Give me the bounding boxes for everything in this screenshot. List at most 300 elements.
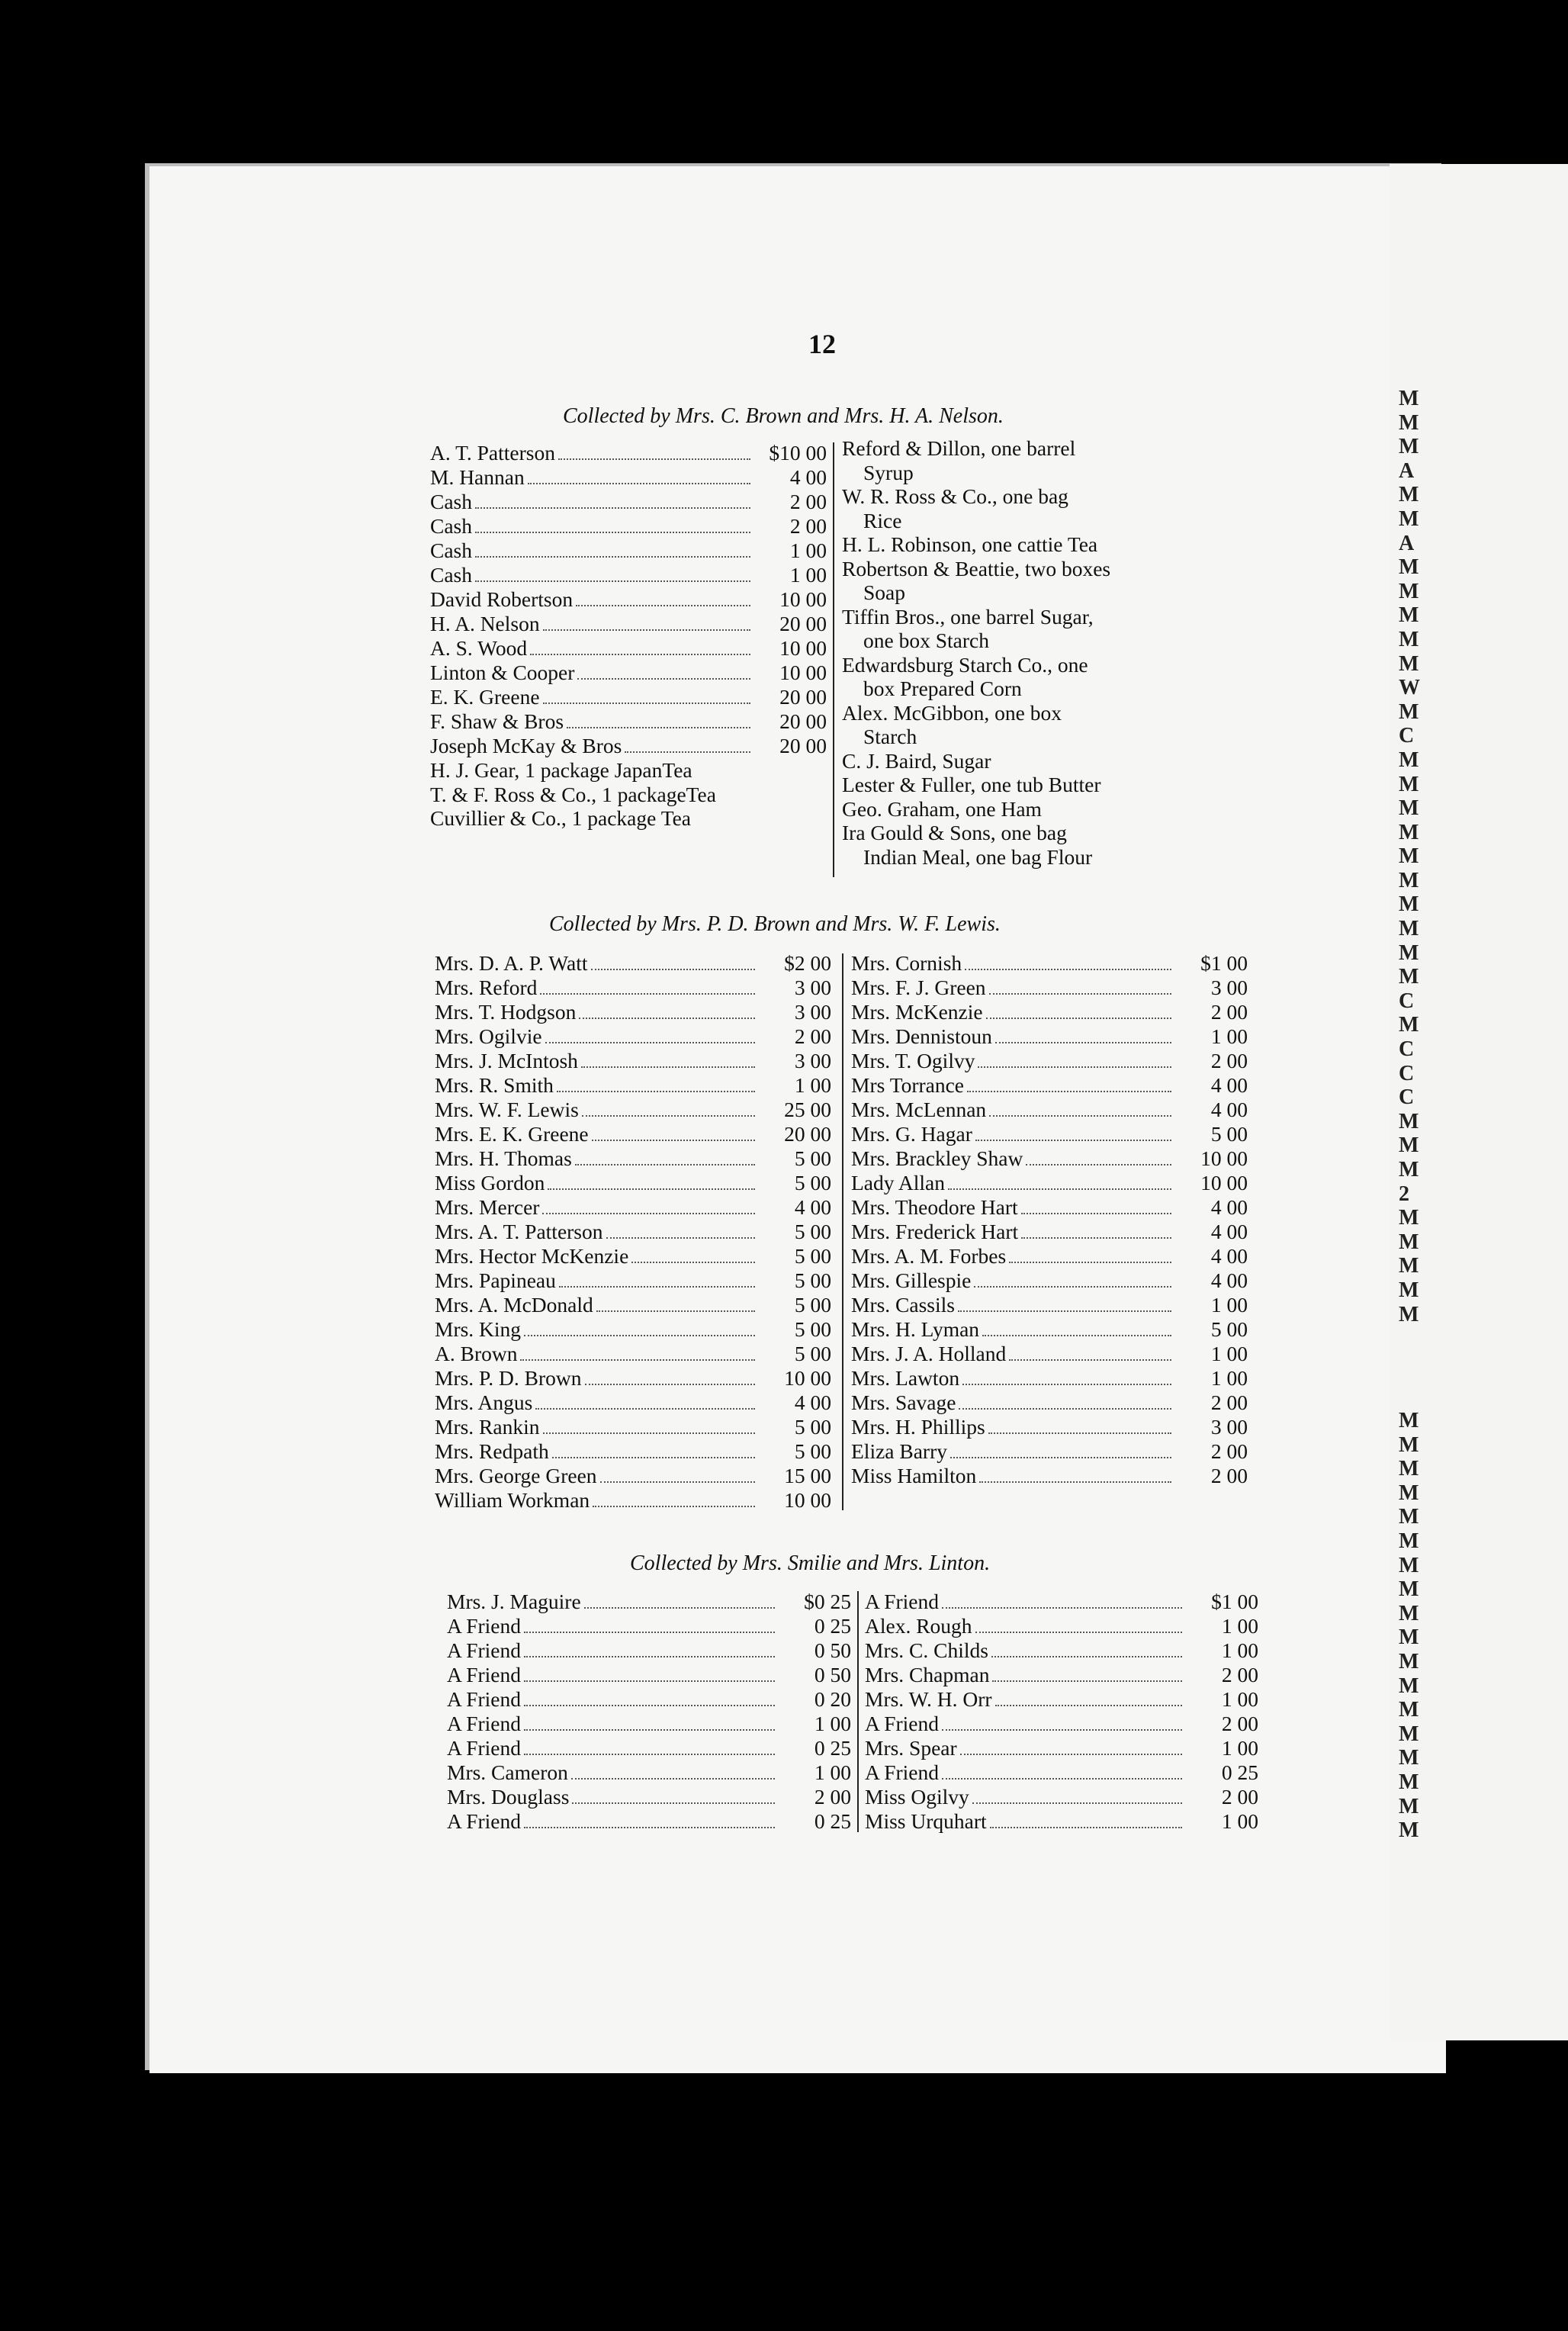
ledger-row <box>851 1317 1248 1342</box>
leader-dots <box>524 1754 775 1755</box>
ledger-row <box>430 465 827 490</box>
donor-name: A Friend <box>447 1687 522 1711</box>
ledger-row <box>865 1687 1258 1712</box>
ledger-row <box>430 709 827 734</box>
section-1-left-column <box>430 441 827 831</box>
donor-name: Mrs. A. T. Patterson <box>435 1220 603 1243</box>
adjacent-letter: C <box>1399 989 1415 1013</box>
donor-name: A Friend <box>447 1614 522 1638</box>
donation-amount: 5 00 <box>794 1220 831 1243</box>
donation-amount: 4 00 <box>1210 1098 1248 1121</box>
adjacent-letter: M <box>1399 1254 1419 1278</box>
donation-amount: 1 00 <box>789 563 827 587</box>
adjacent-letter: M <box>1399 1577 1419 1602</box>
donor-name: Mrs. P. D. Brown <box>435 1366 582 1390</box>
leader-dots <box>548 1188 755 1190</box>
leader-dots <box>942 1607 1182 1609</box>
leader-dots <box>584 1607 775 1609</box>
leader-dots <box>475 556 750 558</box>
donor-name: Eliza Barry <box>851 1439 947 1463</box>
ledger-row <box>851 1024 1248 1049</box>
donor-name: Linton & Cooper <box>430 661 575 684</box>
adjacent-letter: C <box>1399 1037 1415 1062</box>
adjacent-letter: W <box>1399 676 1420 700</box>
donor-name: Mrs. Cornish <box>851 951 962 975</box>
adjacent-letter: M <box>1399 1601 1419 1625</box>
ledger-row <box>430 490 827 514</box>
leader-dots <box>524 1729 775 1731</box>
goods-line: Reford & Dillon, one barrel <box>842 436 1076 460</box>
leader-dots <box>967 1091 1171 1092</box>
ledger-row <box>851 1049 1248 1073</box>
donation-amount: 2 00 <box>1210 1049 1248 1072</box>
donation-amount: 1 00 <box>1210 1342 1248 1365</box>
leader-dots <box>582 1115 755 1117</box>
adjacent-letter: M <box>1399 1432 1419 1457</box>
leader-dots <box>530 654 750 655</box>
donor-name: Mrs. Hector McKenzie <box>435 1244 629 1268</box>
ledger-row <box>865 1760 1258 1785</box>
goods-line-continued: Starch <box>863 725 917 748</box>
adjacent-letter: M <box>1399 1770 1419 1794</box>
adjacent-letter: C <box>1399 1061 1415 1085</box>
leader-dots <box>543 629 750 631</box>
adjacent-letter: M <box>1399 868 1419 892</box>
goods-donation <box>842 797 1174 821</box>
adjacent-letter: M <box>1399 965 1419 989</box>
donor-name: Mrs. H. Phillips <box>851 1415 985 1439</box>
donor-name: A Friend <box>447 1712 522 1735</box>
adjacent-letter: M <box>1399 1013 1419 1037</box>
donation-amount: 5 00 <box>1210 1122 1248 1146</box>
goods-line-continued: Tea <box>686 782 716 806</box>
leader-dots <box>559 1286 755 1288</box>
leader-dots <box>552 1457 755 1458</box>
ledger-row <box>865 1712 1258 1736</box>
donation-amount: 10 00 <box>1200 1171 1248 1194</box>
ledger-row <box>851 1366 1248 1391</box>
donor-name: Mrs. T. Ogilvy <box>851 1049 975 1072</box>
leader-dots <box>557 1091 755 1092</box>
section-1-heading: Collected by Mrs. C. Brown and Mrs. H. A. Nelson. <box>563 404 1004 428</box>
goods-donation <box>430 758 827 783</box>
goods-line: W. R. Ross & Co., one bag <box>842 484 1068 508</box>
donor-name: Mrs. Frederick Hart <box>851 1220 1019 1243</box>
donation-amount: 1 00 <box>1210 1024 1248 1048</box>
donation-amount: 2 00 <box>1221 1663 1258 1686</box>
donation-amount: 1 00 <box>814 1760 851 1784</box>
leader-dots <box>600 1481 755 1483</box>
donor-name: Mrs. Cassils <box>851 1293 955 1317</box>
goods-line-continued: Rice <box>863 508 902 532</box>
adjacent-letter: M <box>1399 410 1419 435</box>
donor-name: Mrs. H. Lyman <box>851 1317 980 1341</box>
leader-dots <box>524 1827 775 1828</box>
goods-line: H. L. Robinson, one cattie Tea <box>842 532 1098 556</box>
adjacent-letter: M <box>1399 1722 1419 1746</box>
adjacent-letter: A <box>1399 458 1415 483</box>
leader-dots <box>959 1408 1171 1410</box>
ledger-row <box>851 951 1248 976</box>
donor-name: Mrs. F. J. Green <box>851 976 986 999</box>
donation-amount: 1 00 <box>1210 1293 1248 1317</box>
column-divider <box>833 442 834 877</box>
leader-dots <box>631 1262 755 1263</box>
donation-amount: 2 00 <box>789 514 827 538</box>
leader-dots <box>950 1457 1171 1458</box>
leader-dots <box>524 1632 775 1633</box>
donor-name: A Friend <box>447 1663 522 1686</box>
adjacent-letter: M <box>1399 603 1419 628</box>
donation-amount: 10 00 <box>779 636 827 660</box>
leader-dots <box>543 1432 756 1434</box>
goods-line-continued: box Prepared Corn <box>863 677 1022 700</box>
donor-name: E. K. Greene <box>430 685 540 709</box>
ledger-row <box>851 1293 1248 1317</box>
donor-name: Mrs. A. M. Forbes <box>851 1244 1007 1268</box>
donor-name: Mrs. Theodore Hart <box>851 1195 1018 1219</box>
adjacent-letter: M <box>1399 892 1419 917</box>
goods-donation <box>842 653 1174 701</box>
adjacent-page-letters-top <box>1390 387 1420 1326</box>
ledger-row <box>435 1317 831 1342</box>
leader-dots <box>579 1018 755 1019</box>
donor-name: Mrs. Savage <box>851 1391 956 1414</box>
donation-amount: 10 00 <box>1200 1146 1248 1170</box>
donation-amount: 1 00 <box>1221 1638 1258 1662</box>
donation-amount: 1 00 <box>814 1712 851 1735</box>
leader-dots <box>572 1802 775 1804</box>
adjacent-letter: M <box>1399 917 1419 941</box>
donation-amount: 3 00 <box>794 1049 831 1072</box>
donor-name: Mrs. A. McDonald <box>435 1293 593 1317</box>
section-3-left-column <box>447 1590 851 1834</box>
ledger-row <box>865 1614 1258 1638</box>
section-2-right-column <box>851 951 1248 1488</box>
donor-name: Miss Gordon <box>435 1171 545 1194</box>
adjacent-letter: M <box>1399 1649 1419 1673</box>
donor-name: Mrs. Cameron <box>447 1760 568 1784</box>
donation-amount: 3 00 <box>1210 1415 1248 1439</box>
donor-name: Mrs. E. K. Greene <box>435 1122 589 1146</box>
ledger-row <box>851 1415 1248 1439</box>
ledger-row <box>851 1122 1248 1146</box>
donor-name: Mrs. McKenzie <box>851 1000 983 1024</box>
donation-amount: 15 00 <box>784 1464 831 1487</box>
donation-amount: 1 00 <box>1221 1809 1258 1833</box>
donation-amount: $1 00 <box>1200 951 1248 975</box>
leader-dots <box>975 1632 1182 1633</box>
adjacent-letter: M <box>1399 748 1419 772</box>
ledger-row <box>430 636 827 661</box>
donor-name: Mrs. Dennistoun <box>851 1024 992 1048</box>
ledger-row <box>430 587 827 612</box>
leader-dots <box>975 1140 1171 1141</box>
donor-name: Mrs. George Green <box>435 1464 597 1487</box>
leader-dots <box>542 1213 755 1214</box>
donor-name: Mrs. Angus <box>435 1391 533 1414</box>
leader-dots <box>972 1802 1182 1804</box>
goods-donation <box>842 821 1174 869</box>
ledger-row <box>865 1590 1258 1614</box>
adjacent-page-letters-bottom <box>1390 1409 1419 1843</box>
ledger-row <box>851 1268 1248 1293</box>
donation-amount: 2 00 <box>1210 1439 1248 1463</box>
donation-amount: 4 00 <box>1210 1195 1248 1219</box>
donor-name: Mrs. J. A. Holland <box>851 1342 1007 1365</box>
donor-name: Mrs. Reford <box>435 976 538 999</box>
adjacent-letter: M <box>1399 1109 1419 1133</box>
donor-name: Alex. Rough <box>865 1614 972 1638</box>
leader-dots <box>958 1310 1171 1312</box>
donation-amount: 4 00 <box>789 465 827 489</box>
goods-line: H. J. Gear, 1 package Japan <box>430 758 663 782</box>
goods-donation <box>842 701 1174 749</box>
donation-amount: 4 00 <box>794 1195 831 1219</box>
goods-line: Edwardsburg Starch Co., one <box>842 652 1088 677</box>
adjacent-letter: M <box>1399 1625 1419 1650</box>
goods-donation <box>842 773 1174 797</box>
donor-name: Mrs. Brackley Shaw <box>851 1146 1023 1170</box>
section-2-left-column <box>435 951 831 1513</box>
adjacent-letter: M <box>1399 506 1419 531</box>
leader-dots <box>524 1680 775 1682</box>
donor-name: Miss Urquhart <box>865 1809 987 1833</box>
ledger-row <box>435 1244 831 1268</box>
goods-donation <box>842 557 1174 605</box>
adjacent-letter: M <box>1399 1230 1419 1254</box>
ledger-row <box>435 1171 831 1195</box>
donation-amount: 4 00 <box>1210 1220 1248 1243</box>
donation-amount: 10 00 <box>779 661 827 684</box>
donation-amount: $10 00 <box>769 441 827 465</box>
ledger-row <box>430 514 827 539</box>
leader-dots <box>991 1656 1182 1657</box>
adjacent-letter: M <box>1399 435 1419 459</box>
leader-dots <box>545 1042 755 1043</box>
ledger-row <box>865 1638 1258 1663</box>
adjacent-page-edge <box>1390 164 1568 2040</box>
leader-dots <box>974 1286 1171 1288</box>
ledger-row <box>435 1464 831 1488</box>
ledger-row <box>851 1342 1248 1366</box>
leader-dots <box>995 1705 1182 1706</box>
ledger-row <box>851 1098 1248 1122</box>
goods-line: Cuvillier & Co., 1 package Tea <box>430 806 691 830</box>
goods-line-continued: one box Starch <box>863 629 989 652</box>
donation-amount: 4 00 <box>1210 1268 1248 1292</box>
leader-dots <box>948 1188 1171 1190</box>
ledger-row <box>430 685 827 709</box>
adjacent-letter: M <box>1399 1505 1419 1529</box>
ledger-row <box>865 1663 1258 1687</box>
adjacent-letter: M <box>1399 1818 1419 1843</box>
adjacent-letter: 2 <box>1399 1182 1409 1206</box>
ledger-row <box>435 1098 831 1122</box>
goods-line-continued: Syrup <box>863 460 914 484</box>
adjacent-letter: M <box>1399 1409 1419 1432</box>
donor-name: Mrs. Ogilvie <box>435 1024 542 1048</box>
adjacent-letter: M <box>1399 1278 1419 1302</box>
leader-dots <box>575 1164 755 1166</box>
goods-line: Ira Gould & Sons, one bag <box>842 821 1067 844</box>
goods-line: T. & F. Ross & Co., 1 package <box>430 782 686 806</box>
donor-name: Mrs. T. Hodgson <box>435 1000 577 1024</box>
donor-name: Cash <box>430 539 472 562</box>
donation-amount: 2 00 <box>794 1024 831 1048</box>
ledger-row <box>435 1122 831 1146</box>
leader-dots <box>540 993 755 995</box>
donor-name: A. Brown <box>435 1342 518 1365</box>
donor-name: Mrs. C. Childs <box>865 1638 988 1662</box>
adjacent-letter: M <box>1399 699 1419 724</box>
donation-amount: 20 00 <box>779 734 827 757</box>
ledger-row <box>851 1391 1248 1415</box>
adjacent-letter: M <box>1399 1133 1419 1158</box>
ledger-row <box>435 1024 831 1049</box>
donor-name: Cash <box>430 514 472 538</box>
donation-amount: 20 00 <box>784 1122 831 1146</box>
donation-amount: 2 00 <box>814 1785 851 1809</box>
ledger-row <box>851 976 1248 1000</box>
leader-dots <box>571 1778 775 1780</box>
ledger-row <box>430 734 827 758</box>
donation-amount: 5 00 <box>794 1415 831 1439</box>
goods-line: C. J. Baird, Sugar <box>842 748 991 773</box>
donation-amount: 2 00 <box>1221 1785 1258 1809</box>
donor-name: Miss Hamilton <box>851 1464 977 1487</box>
donor-name: Mrs. D. A. P. Watt <box>435 951 588 975</box>
donor-name: A Friend <box>865 1712 940 1735</box>
donation-amount: 20 00 <box>779 709 827 733</box>
donor-name: M. Hannan <box>430 465 525 489</box>
ledger-row <box>435 1268 831 1293</box>
column-divider <box>842 953 843 1510</box>
goods-line-continued: Tea <box>662 758 692 782</box>
ledger-row <box>447 1785 851 1809</box>
donation-amount: 0 25 <box>1221 1760 1258 1784</box>
donor-name: Lady Allan <box>851 1171 945 1194</box>
leader-dots <box>1021 1213 1171 1214</box>
ledger-row <box>851 1073 1248 1098</box>
adjacent-letter: M <box>1399 1746 1419 1770</box>
donor-name: Miss Ogilvy <box>865 1785 969 1809</box>
leader-dots <box>567 727 750 728</box>
donation-amount: 5 00 <box>794 1293 831 1317</box>
leader-dots <box>962 1384 1171 1385</box>
goods-line: Robertson & Beattie, two boxes <box>842 556 1111 580</box>
ledger-row <box>851 1220 1248 1244</box>
donor-name: Mrs. Spear <box>865 1736 957 1760</box>
ledger-row <box>865 1736 1258 1760</box>
leader-dots <box>475 532 750 533</box>
leader-dots <box>576 605 750 606</box>
adjacent-letter: M <box>1399 1457 1419 1481</box>
leader-dots <box>520 1359 755 1361</box>
ledger-row <box>430 563 827 587</box>
leader-dots <box>989 993 1171 995</box>
adjacent-letter: M <box>1399 940 1419 965</box>
column-divider <box>857 1591 859 1832</box>
leader-dots <box>960 1754 1182 1755</box>
ledger-row <box>447 1809 851 1834</box>
leader-dots <box>528 483 750 484</box>
donation-amount: 5 00 <box>1210 1317 1248 1341</box>
leader-dots <box>1009 1262 1171 1263</box>
leader-dots <box>1026 1164 1171 1166</box>
donation-amount: 10 00 <box>784 1366 831 1390</box>
ledger-row <box>435 1195 831 1220</box>
ledger-row <box>435 1293 831 1317</box>
ledger-row <box>430 612 827 636</box>
donation-amount: 0 25 <box>814 1614 851 1638</box>
leader-dots <box>581 1066 755 1068</box>
goods-line: Tiffin Bros., one barrel Sugar, <box>842 604 1094 629</box>
donation-amount: 5 00 <box>794 1317 831 1341</box>
ledger-row <box>430 539 827 563</box>
ledger-row <box>447 1687 851 1712</box>
goods-donation <box>842 605 1174 653</box>
goods-line-continued: Soap <box>863 580 905 604</box>
donor-name: Mrs. Papineau <box>435 1268 556 1292</box>
goods-donation <box>842 749 1174 773</box>
ledger-row <box>430 441 827 465</box>
leader-dots <box>543 703 750 704</box>
adjacent-letter: M <box>1399 1206 1419 1230</box>
donation-amount: 1 00 <box>1210 1366 1248 1390</box>
donation-amount: 4 00 <box>1210 1244 1248 1268</box>
adjacent-letter: M <box>1399 651 1419 676</box>
adjacent-letter: A <box>1399 531 1415 555</box>
leader-dots <box>982 1335 1171 1336</box>
goods-line: Alex. McGibbon, one box <box>842 700 1062 725</box>
adjacent-letter: M <box>1399 387 1419 410</box>
ledger-row <box>435 1146 831 1171</box>
adjacent-letter: M <box>1399 483 1419 507</box>
adjacent-letter: M <box>1399 820 1419 844</box>
leader-dots <box>942 1778 1182 1780</box>
donation-amount: $0 25 <box>804 1590 851 1613</box>
leader-dots <box>992 1680 1182 1682</box>
goods-donation <box>842 436 1174 484</box>
ledger-row <box>435 1000 831 1024</box>
adjacent-letter: M <box>1399 844 1419 869</box>
leader-dots <box>475 507 750 509</box>
ledger-row <box>435 1220 831 1244</box>
leader-dots <box>990 1827 1182 1828</box>
donation-amount: 1 00 <box>1221 1736 1258 1760</box>
leader-dots <box>593 1506 755 1507</box>
leader-dots <box>524 1335 755 1336</box>
donor-name: Mrs. W. H. Orr <box>865 1687 992 1711</box>
donor-name: A Friend <box>447 1736 522 1760</box>
leader-dots <box>1009 1359 1171 1361</box>
donor-name: Mrs. Douglass <box>447 1785 570 1809</box>
ledger-row <box>851 1439 1248 1464</box>
donation-amount: 1 00 <box>1221 1687 1258 1711</box>
donation-amount: 25 00 <box>784 1098 831 1121</box>
donation-amount: 4 00 <box>794 1391 831 1414</box>
donation-amount: 3 00 <box>794 976 831 999</box>
goods-donation <box>842 484 1174 532</box>
donor-name: Joseph McKay & Bros <box>430 734 622 757</box>
leader-dots <box>592 1140 755 1141</box>
donation-amount: 1 00 <box>789 539 827 562</box>
donor-name: A. T. Patterson <box>430 441 555 465</box>
ledger-row <box>447 1663 851 1687</box>
leader-dots <box>585 1384 755 1385</box>
leader-dots <box>524 1656 775 1657</box>
